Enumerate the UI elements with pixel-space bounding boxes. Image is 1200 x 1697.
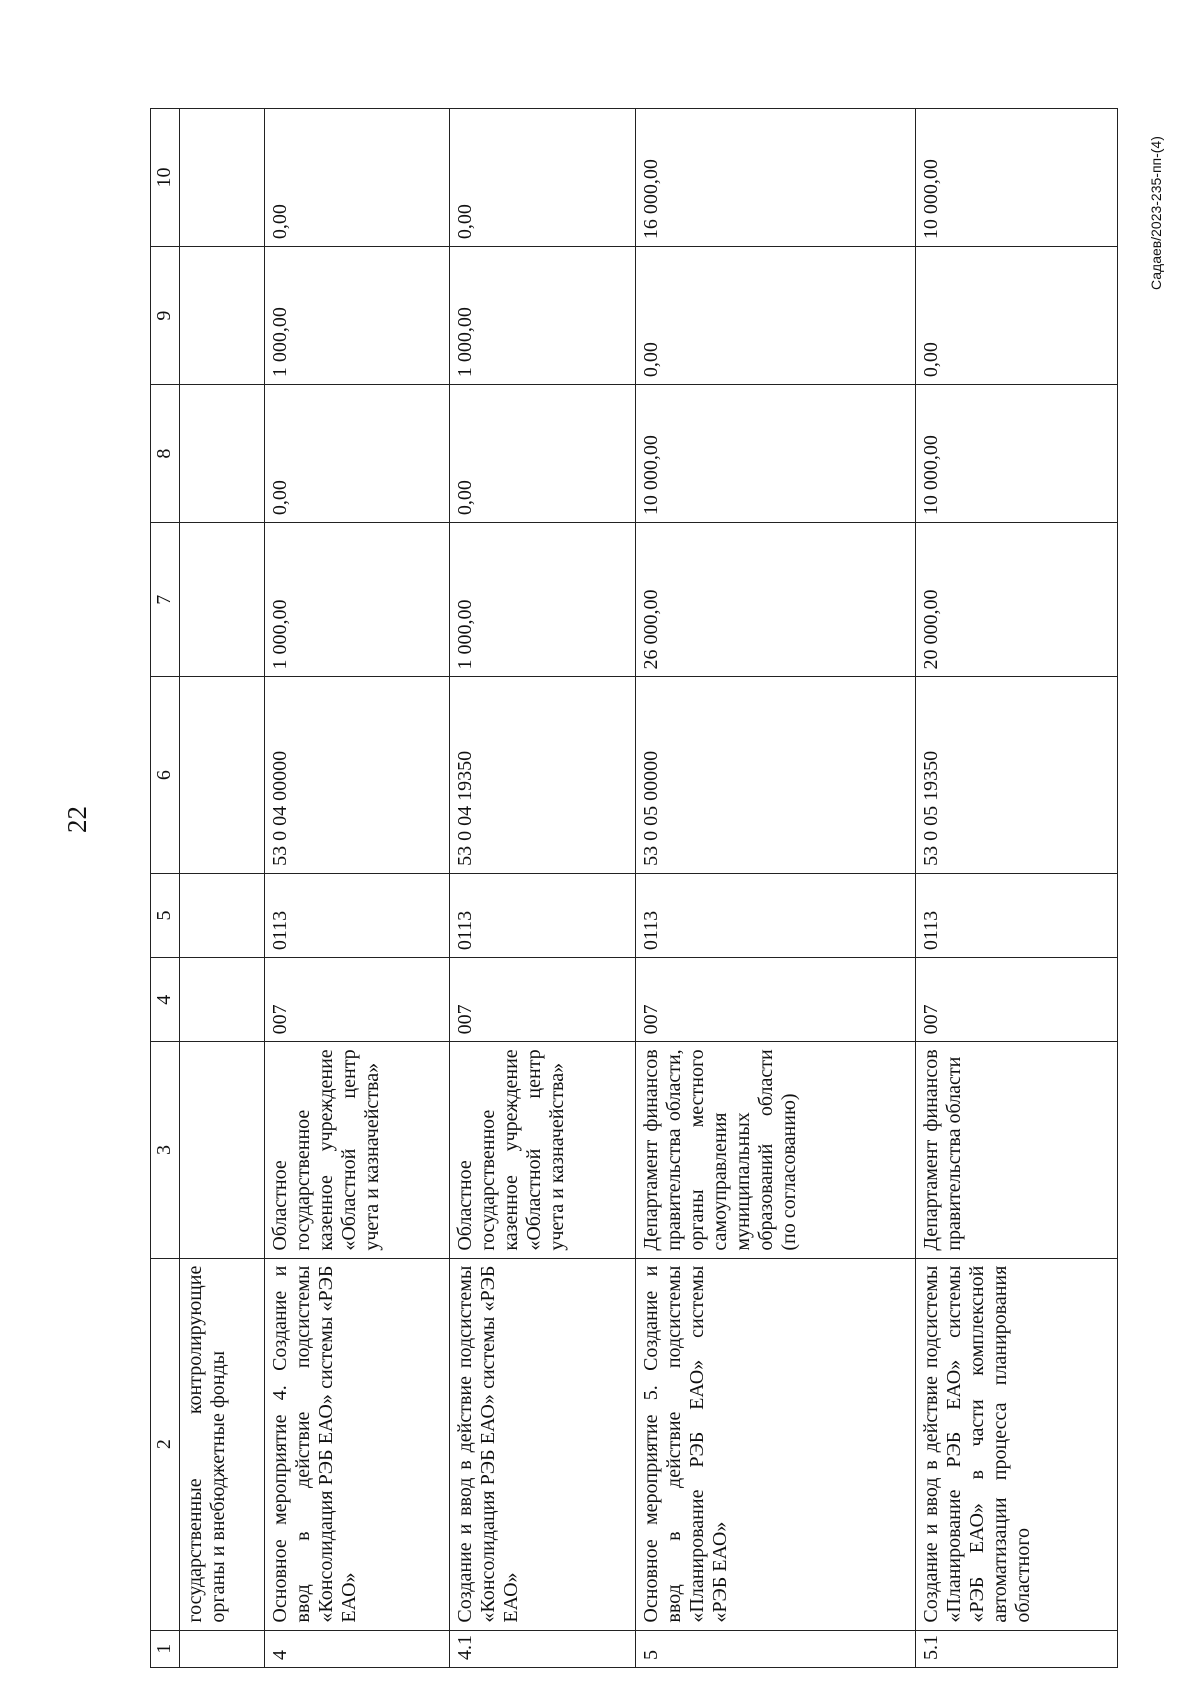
cell-rzpr	[180, 873, 265, 957]
cell-measure: Основное мероприятие 4. Создание и ввод в действие подсистемы «Консолидация РЭБ ЕАО» системы «РЭБ ЕАО»	[264, 1258, 450, 1630]
cell-year-1: 0,00	[450, 385, 636, 523]
document-id: Садаев/2023-235-пп-(4)	[1148, 136, 1164, 290]
cell-total	[180, 523, 265, 677]
cell-measure: Основное мероприятие 5. Создание и ввод в действие подсистемы «Планирование РЭБ ЕАО» системы «РЭБ ЕАО»	[635, 1258, 915, 1630]
table-row	[264, 109, 450, 1668]
cell-year-2: 0,00	[916, 247, 1118, 385]
cell-csr: 53 0 04 00000	[264, 677, 450, 873]
table-row	[450, 109, 636, 1668]
column-header: 2	[151, 1258, 180, 1630]
cell-year-3: 0,00	[450, 109, 636, 247]
cell-grbs: 007	[450, 958, 636, 1042]
table-row	[916, 109, 1118, 1668]
cell-number: 4.1	[450, 1630, 636, 1667]
cell-csr	[180, 677, 265, 873]
cell-grbs: 007	[916, 958, 1118, 1042]
page-number: 22	[62, 806, 92, 833]
cell-number	[180, 1630, 265, 1667]
cell-year-1	[180, 385, 265, 523]
column-header: 10	[151, 109, 180, 247]
budget-table	[150, 108, 1118, 1668]
cell-csr: 53 0 05 00000	[635, 677, 915, 873]
cell-year-2: 1 000,00	[264, 247, 450, 385]
cell-executor: Департамент финансов правительства области, органы местного самоуправления муниципальных образований области (по согласованию)	[635, 1042, 915, 1258]
cell-rzpr: 0113	[916, 873, 1118, 957]
cell-year-1: 0,00	[264, 385, 450, 523]
cell-year-1: 10 000,00	[635, 385, 915, 523]
column-header: 5	[151, 873, 180, 957]
cell-rzpr: 0113	[450, 873, 636, 957]
column-header: 4	[151, 958, 180, 1042]
column-header: 3	[151, 1042, 180, 1258]
cell-executor	[180, 1042, 265, 1258]
table-row	[180, 109, 265, 1668]
column-header: 1	[151, 1630, 180, 1667]
cell-year-3: 0,00	[264, 109, 450, 247]
cell-year-3	[180, 109, 265, 247]
cell-total: 1 000,00	[450, 523, 636, 677]
cell-rzpr: 0113	[635, 873, 915, 957]
cell-year-3: 16 000,00	[635, 109, 915, 247]
cell-year-2: 0,00	[635, 247, 915, 385]
cell-csr: 53 0 05 19350	[916, 677, 1118, 873]
cell-year-2	[180, 247, 265, 385]
cell-executor: Областное государственное казенное учреждение «Областной центр учета и казначейства»	[450, 1042, 636, 1258]
cell-executor: Департамент финансов правительства области	[916, 1042, 1118, 1258]
column-header: 7	[151, 523, 180, 677]
column-header: 8	[151, 385, 180, 523]
cell-year-1: 10 000,00	[916, 385, 1118, 523]
cell-measure: Создание и ввод в действие подсистемы «Консолидация РЭБ ЕАО» системы «РЭБ ЕАО»	[450, 1258, 636, 1630]
cell-grbs	[180, 958, 265, 1042]
table-row	[635, 109, 915, 1668]
cell-total: 26 000,00	[635, 523, 915, 677]
cell-number: 4	[264, 1630, 450, 1667]
cell-rzpr: 0113	[264, 873, 450, 957]
cell-executor: Областное государственное казенное учреждение «Областной центр учета и казначейства»	[264, 1042, 450, 1258]
cell-total: 1 000,00	[264, 523, 450, 677]
cell-year-3: 10 000,00	[916, 109, 1118, 247]
cell-csr: 53 0 04 19350	[450, 677, 636, 873]
header-row	[151, 109, 180, 1668]
budget-table-wrapper	[150, 108, 1118, 1668]
cell-measure: государственные контролирующие органы и внебюджетные фонды	[180, 1258, 265, 1630]
cell-number: 5.1	[916, 1630, 1118, 1667]
cell-measure: Создание и ввод в действие подсистемы «Планирование РЭБ ЕАО» системы «РЭБ ЕАО» в части комплексной автоматизации процесса планирования областного	[916, 1258, 1118, 1630]
cell-total: 20 000,00	[916, 523, 1118, 677]
cell-year-2: 1 000,00	[450, 247, 636, 385]
cell-number: 5	[635, 1630, 915, 1667]
cell-grbs: 007	[635, 958, 915, 1042]
column-header: 9	[151, 247, 180, 385]
cell-grbs: 007	[264, 958, 450, 1042]
column-header: 6	[151, 677, 180, 873]
